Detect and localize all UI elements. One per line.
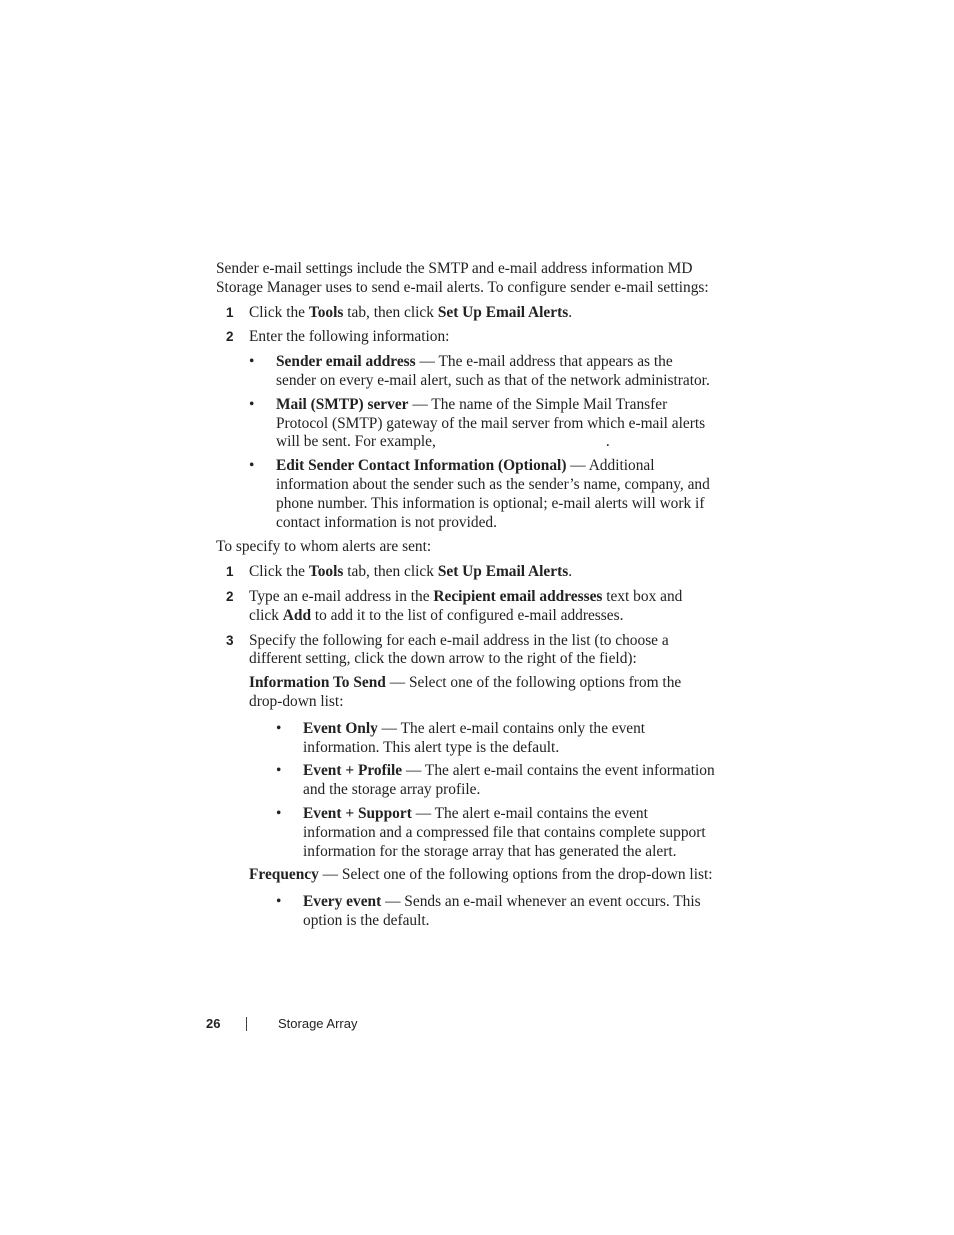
recipient-intro: To specify to whom alerts are sent: <box>216 538 432 556</box>
step-number: 2 <box>226 329 234 345</box>
sender-info-list <box>249 353 716 532</box>
step-text: Type an e-mail address in the Recipient email addresses text box and click Add to add it to the list of configured e-mail addresses. <box>249 587 683 624</box>
tools-tab-label: Tools <box>308 303 344 321</box>
sender-step-1 <box>216 304 716 323</box>
list-item-smtp-server: • Mail (SMTP) server — The name of the Simple Mail Transfer Protocol (SMTP) gateway of the mail server from which e-mail alerts will be sent. For example, . <box>249 395 706 451</box>
section-title: Storage Array <box>278 1016 358 1031</box>
setup-email-alerts-label: Set Up Email Alerts <box>437 303 569 321</box>
intro-paragraph: Sender e-mail settings include the SMTP and e-mail address information MD Storage Manager uses to send e-mail alerts. To configure sender e-mail settings: <box>216 260 709 296</box>
list-item-sender-email: • Sender email address — The e-mail address that appears as the sender on every e-mail alert, such as that of the network administrator. <box>249 353 710 389</box>
bullet-icon: • <box>276 719 282 737</box>
list-item-event-support: • Event + Support — The alert e-mail contains the event information and a compressed file that contains complete support information for the storage array that has generated the alert. <box>276 804 706 860</box>
step-text: Specify the following for each e-mail address in the list (to choose a different setting, click the down arrow to the right of the field): <box>249 631 669 668</box>
bullet-icon: • <box>249 457 255 475</box>
information-options-list <box>249 720 716 862</box>
frequency-label: Frequency <box>249 866 319 884</box>
step-text: Enter the following information: <box>249 328 450 346</box>
step-text: Click the Tools tab, then click Set Up Email Alerts. <box>249 303 573 321</box>
list-item-every-event: • Every event — Sends an e-mail whenever an event occurs. This option is the default. <box>276 893 701 929</box>
frequency-options-list <box>249 893 716 931</box>
recipient-step-3 <box>216 632 716 931</box>
bullet-icon: • <box>249 353 255 371</box>
step-number: 3 <box>226 632 234 648</box>
frequency-section: Frequency — Select one of the following options from the drop-down list: • Every event — Sends an e-mail whenever an event occurs. This option is the default. <box>249 866 716 930</box>
step-number: 2 <box>226 588 234 604</box>
document-body <box>216 260 716 937</box>
step-number: 1 <box>226 564 234 580</box>
bullet-icon: • <box>276 762 282 780</box>
list-item-event-profile: • Event + Profile — The alert e-mail contains the event information and the storage array profile. <box>276 762 715 799</box>
bullet-icon: • <box>276 804 282 822</box>
information-to-send-section: Information To Send — Select one of the following options from the drop-down list: • Event Only — The alert e-mail contains only the event information. This alert type is the default. • Event + Profile — The alert e-mail contains the event information and the storage array profile. • Event + Support — The alert e-mail contains the event information and a compressed file that contains complete support information for the storage array that has generated the alert. <box>249 674 715 860</box>
page-number: 26 <box>206 1016 221 1031</box>
step-number: 1 <box>226 304 234 320</box>
list-item-event-only: • Event Only — The alert e-mail contains only the event information. This alert type is the default. <box>276 719 646 756</box>
recipient-step-1 <box>216 563 716 582</box>
recipient-step-2 <box>216 588 716 626</box>
bullet-icon: • <box>249 395 255 413</box>
information-to-send-label: Information To Send <box>249 674 386 692</box>
footer-divider <box>246 1017 247 1031</box>
bullet-icon: • <box>276 893 282 911</box>
list-item-sender-contact: • Edit Sender Contact Information (Optional) — Additional information about the sender such as the sender’s name, company, and phone number. This information is optional; e-mail alerts will work if contact information is not provided. <box>249 457 710 531</box>
sender-step-2 <box>216 328 716 532</box>
step-text: Click the Tools tab, then click Set Up Email Alerts. <box>249 563 573 581</box>
